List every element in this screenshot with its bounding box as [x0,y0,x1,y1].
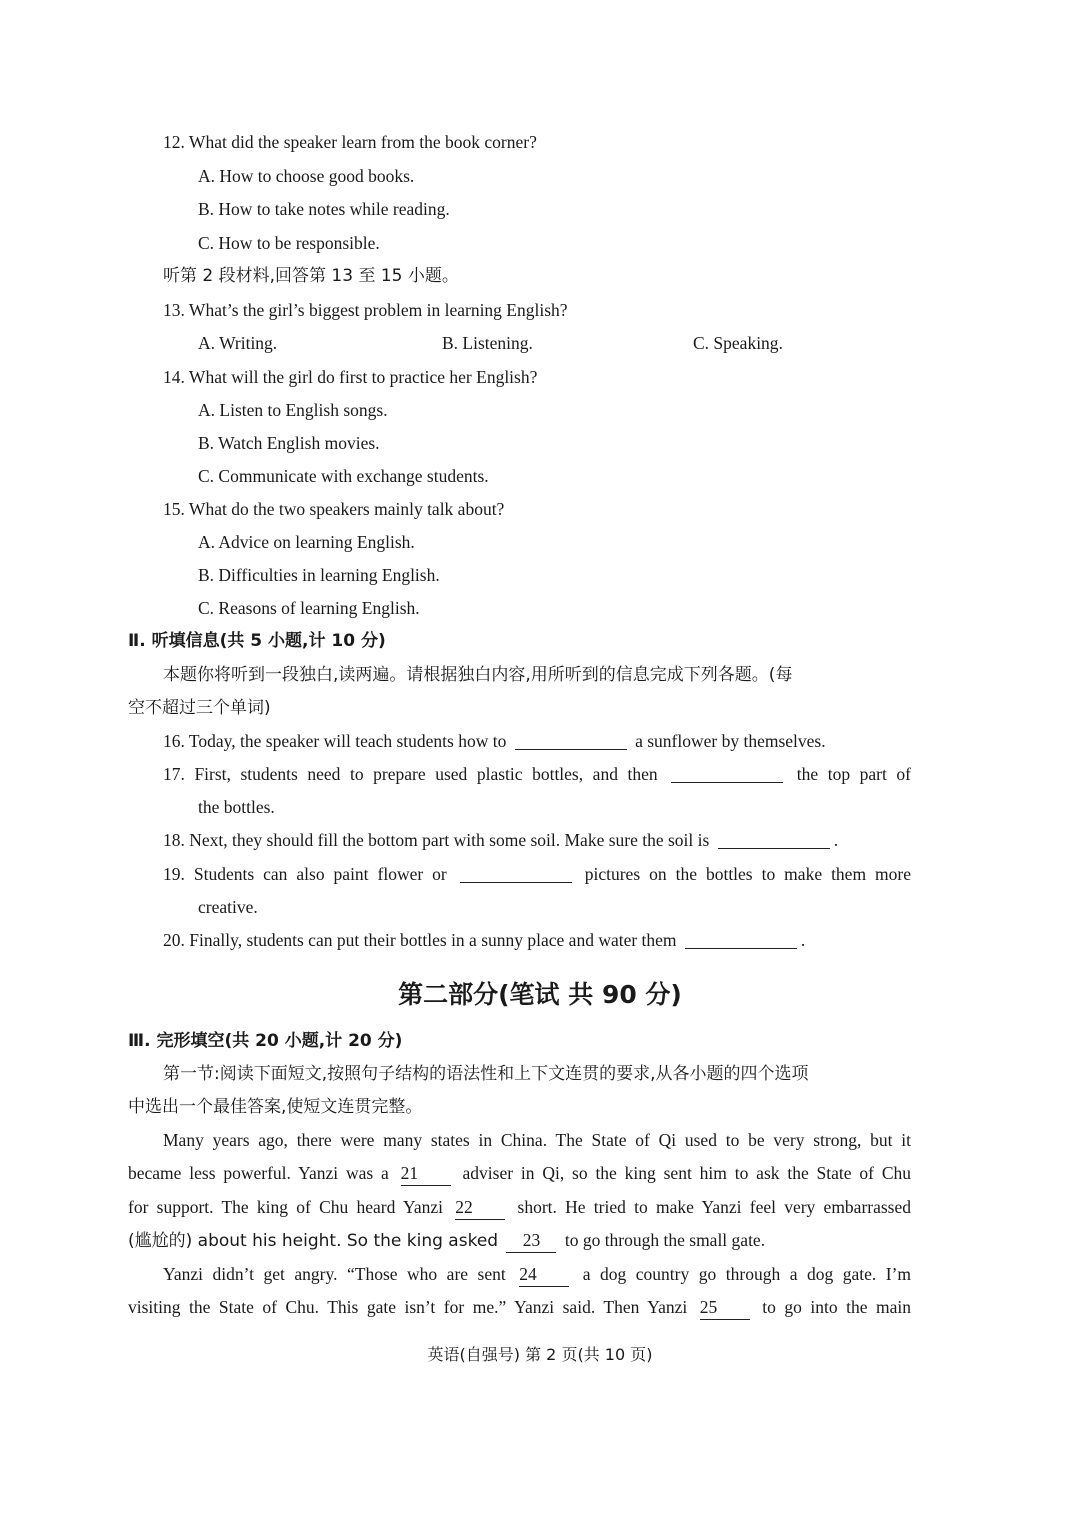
answer-blank-16[interactable] [515,731,627,750]
cloze-blank-23[interactable]: 23 [506,1228,556,1253]
question-17 [163,762,911,786]
passage-line-5-text-b: a dog country go through a dog gate. I’m [582,1264,912,1284]
question-13-stem: 13. What’s the girl’s biggest problem in learning English? [163,300,568,320]
question-20 [163,928,805,952]
passage-line-3-text-b: short. He tried to make Yanzi feel very embarrassed [517,1197,912,1217]
section-3-instructions-line-2: 中选出一个最佳答案,使短文连贯完整。 [128,1097,423,1117]
passage-line-5-text-a: Yanzi didn’t get angry. “Those who are sent [163,1264,506,1284]
question-12-stem: 12. What did the speaker learn from the book corner? [163,132,537,152]
passage-line-1: Many years ago, there were many states in China. The State of Qi used to be very strong, but it [163,1130,911,1150]
question-15-option-c: C. Reasons of learning English. [198,598,420,618]
question-18-text-after: . [833,830,839,850]
section-3-instructions-line-1: 第一节:阅读下面短文,按照句子结构的语法性和上下文连贯的要求,从各小题的四个选项 [163,1064,809,1084]
question-13-option-a: A. Writing. [198,333,278,353]
passage-line-2-text-a: became less powerful. Yanzi was a [128,1163,389,1183]
part-2-intro: 听第 2 段材料,回答第 13 至 15 小题。 [163,266,459,286]
cloze-blank-25[interactable]: 25 [700,1295,750,1320]
question-14-stem: 14. What will the girl do first to practice her English? [163,367,538,387]
question-18-text-before: 18. Next, they should fill the bottom part with some soil. Make sure the soil is [163,830,710,850]
answer-blank-17[interactable] [671,764,783,783]
question-14-option-a: A. Listen to English songs. [198,400,388,420]
question-20-text-before: 20. Finally, students can put their bottles in a sunny place and water them [163,930,677,950]
question-15-option-a: A. Advice on learning English. [198,532,415,552]
question-13-option-c: C. Speaking. [693,333,783,353]
question-18 [163,828,838,852]
section-2-instructions-line-1: 本题你将听到一段独白,读两遍。请根据独白内容,用所听到的信息完成下列各题。(每 [163,665,793,685]
answer-blank-18[interactable] [718,830,830,849]
question-19-text-after: pictures on the bottles to make them more [584,864,911,884]
question-19 [163,862,911,886]
cloze-blank-24[interactable]: 24 [519,1262,569,1287]
question-12-option-a: A. How to choose good books. [198,166,415,186]
section-3-heading: Ⅲ. 完形填空(共 20 小题,计 20 分) [128,1031,403,1051]
question-12-option-b: B. How to take notes while reading. [198,199,450,219]
passage-line-6-text-a: visiting the State of Chu. This gate isn’t for me.” Yanzi said. Then Yanzi [128,1297,688,1317]
passage-line-3 [128,1195,911,1220]
answer-blank-19[interactable] [460,864,572,883]
passage-line-3-text-a: for support. The king of Chu heard Yanzi [128,1197,444,1217]
question-14-option-c: C. Communicate with exchange students. [198,466,489,486]
answer-blank-20[interactable] [685,930,797,949]
question-13-option-b: B. Listening. [442,333,533,353]
cloze-blank-21[interactable]: 21 [401,1161,451,1186]
question-19-continuation: creative. [198,897,258,917]
passage-line-5 [163,1262,911,1287]
passage-line-4-text-a: (尴尬的) about his height. So the king asked [128,1231,499,1251]
cloze-blank-22[interactable]: 22 [455,1195,505,1220]
question-15-stem: 15. What do the two speakers mainly talk about? [163,499,505,519]
question-14-option-b: B. Watch English movies. [198,433,380,453]
passage-line-2 [128,1161,911,1186]
section-2-heading: Ⅱ. 听填信息(共 5 小题,计 10 分) [128,631,386,651]
question-17-text-after: the top part of [796,764,912,784]
question-16-text-after: a sunflower by themselves. [635,731,826,751]
passage-line-6-text-b: to go into the main [762,1297,911,1317]
question-12-option-c: C. How to be responsible. [198,233,380,253]
part-two-title: 第二部分(笔试 共 90 分) [398,980,682,1009]
question-16 [163,729,826,753]
question-17-continuation: the bottles. [198,797,275,817]
section-2-instructions-line-2: 空不超过三个单词) [128,698,271,718]
passage-line-2-text-b: adviser in Qi, so the king sent him to ask the State of Chu [462,1163,911,1183]
question-16-text-before: 16. Today, the speaker will teach students how to [163,731,507,751]
passage-line-6 [128,1295,911,1320]
passage-line-4-text-b: to go through the small gate. [564,1230,766,1250]
passage-line-4 [128,1228,765,1253]
question-15-option-b: B. Difficulties in learning English. [198,565,440,585]
question-20-text-after: . [800,930,806,950]
question-19-text-before: 19. Students can also paint flower or [163,864,447,884]
page-footer: 英语(自强号) 第 2 页(共 10 页) [427,1345,653,1364]
question-17-text-before: 17. First, students need to prepare used plastic bottles, and then [163,764,658,784]
